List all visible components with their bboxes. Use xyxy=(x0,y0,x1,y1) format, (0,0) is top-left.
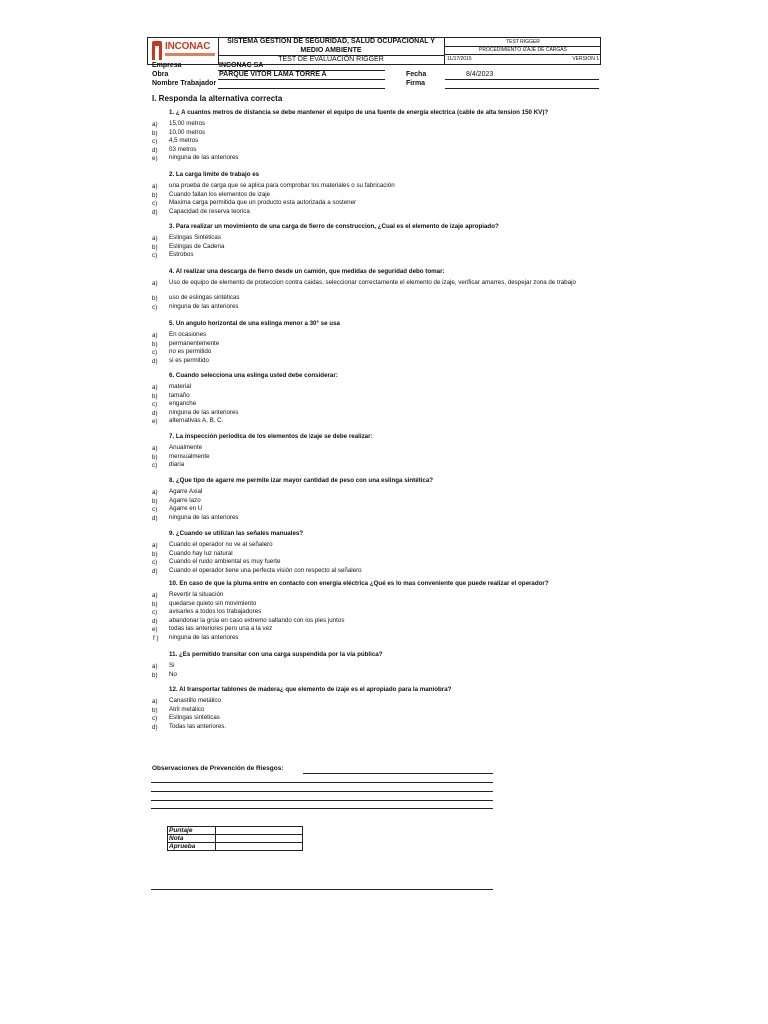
score-row-puntaje xyxy=(168,827,303,835)
option-letter: d) xyxy=(152,514,158,522)
option-letter: c) xyxy=(152,349,158,357)
question-9-option[interactable]: Cuando el operador no ve al señalero xyxy=(169,541,273,548)
puntaje-value[interactable] xyxy=(216,827,303,835)
question-9: 9. ¿Cuando se utilizan las señales manuales? xyxy=(169,530,304,537)
option-letter: a) xyxy=(152,663,158,670)
option-letter: d) xyxy=(152,617,158,625)
option-letter: c) xyxy=(152,200,158,208)
question-7-option[interactable]: diaria xyxy=(169,461,185,469)
logo-tagline-bar xyxy=(165,53,215,56)
question-11-option[interactable]: No xyxy=(169,670,177,678)
question-3: 3. Para realizar un movimiento de una carga de fierro de construccion, ¿Cual es el elemento de izaje apropiado? xyxy=(169,223,499,230)
question-6-option[interactable]: tamaño xyxy=(169,391,190,399)
empresa-label: Empresa xyxy=(152,62,182,69)
option-letter: e) xyxy=(152,626,158,634)
question-6-option[interactable]: material xyxy=(169,383,192,390)
option-letter: a) xyxy=(152,698,158,705)
puntaje-label: Puntaje xyxy=(168,827,216,835)
option-letter: a) xyxy=(152,183,158,190)
header-doc-info xyxy=(444,38,601,64)
option-letter: b) xyxy=(152,600,158,608)
question-6-option[interactable]: ninguna de las anteriores xyxy=(169,408,239,416)
logo-icon xyxy=(152,41,162,60)
option-letter: d) xyxy=(152,208,158,216)
option-letter: c) xyxy=(152,715,158,723)
question-1-option[interactable]: 03 metros xyxy=(169,145,197,153)
option-letter: c) xyxy=(152,609,158,617)
question-10-option[interactable]: todas las anteriores pero una a la vez xyxy=(169,625,273,633)
question-4: 4. Al realizar una descarga de fierro desde un camión, que medidas de seguridad debo tomar: xyxy=(169,268,445,275)
option-letter: a) xyxy=(152,542,158,549)
question-3-option[interactable]: Eslingas de Cadena xyxy=(169,242,225,250)
option-letter: b) xyxy=(152,191,158,199)
option-letter: b) xyxy=(152,295,158,302)
score-table xyxy=(167,826,303,851)
signature-line[interactable] xyxy=(151,889,493,890)
system-title: SISTEMA GESTION DE SEGURIDAD, SALUD OCUPACIONAL Y MEDIO AMBIENTE xyxy=(227,38,435,54)
aprueba-label: Aprueba xyxy=(168,843,216,851)
question-7-option[interactable]: mensualmente xyxy=(169,452,210,460)
option-letter: d) xyxy=(152,146,158,154)
option-letter: c) xyxy=(152,138,158,146)
question-5-option[interactable]: si es permitido xyxy=(169,356,209,364)
option-letter: a) xyxy=(152,592,158,599)
option-letter: d) xyxy=(152,357,158,365)
observaciones-line-5[interactable] xyxy=(151,808,493,809)
firma-label: Firma xyxy=(406,80,426,87)
obra-underline xyxy=(218,79,385,80)
question-4-option[interactable]: ninguna de las anteriores xyxy=(169,302,239,310)
option-letter: b) xyxy=(152,129,158,137)
question-11: 11. ¿Es permitido transitar con una carga suspendida por la vía pública? xyxy=(169,651,383,658)
option-letter: a) xyxy=(152,235,158,242)
observaciones-line-4[interactable] xyxy=(151,800,493,801)
option-letter: a) xyxy=(152,121,158,128)
doc-code: TEST RIGGER xyxy=(445,38,601,47)
obra-value: PARQUE VITOR LAMA TORRE A xyxy=(219,71,327,78)
score-row-aprueba xyxy=(168,843,303,851)
option-letter: b) xyxy=(152,453,158,461)
question-9-option[interactable]: Cuando el ruido ambiental es muy fuerte xyxy=(169,558,281,566)
question-12-option[interactable]: Atril metálico xyxy=(169,705,205,713)
question-10-option[interactable]: quedarse quieto sin movimiento xyxy=(169,599,257,607)
option-letter: d) xyxy=(152,723,158,731)
question-10-option[interactable]: ninguna de las anteriores xyxy=(169,634,239,641)
nota-value[interactable] xyxy=(216,835,303,843)
option-letter: f ) xyxy=(153,635,159,642)
trabajador-field[interactable] xyxy=(218,88,385,89)
observaciones-line-1[interactable] xyxy=(303,773,493,774)
question-4-option[interactable]: Uso de equipo de elemento de proteccion contra caidas, seleccionar correctamente el elemento de izaje, verificar amarres, despejar zona de trabajo xyxy=(169,279,576,286)
question-1-option[interactable]: 15,00 metros xyxy=(169,120,206,127)
question-2: 2. La carga limite de trabajo es xyxy=(169,171,260,178)
header-title-cell xyxy=(218,38,444,64)
question-10-option[interactable]: Revertir la situación xyxy=(169,591,224,598)
fecha-underline xyxy=(445,79,599,80)
option-letter: a) xyxy=(152,384,158,391)
firma-field[interactable] xyxy=(445,88,599,89)
doc-version: VERSION 1 xyxy=(572,56,599,62)
question-1-option[interactable]: 4,5 metros xyxy=(169,137,199,145)
question-1-option[interactable]: 10,00 metros xyxy=(169,128,206,136)
option-letter: c) xyxy=(152,559,158,567)
question-3-option[interactable]: Estrobos xyxy=(169,251,194,259)
option-letter: d) xyxy=(152,567,158,575)
logo-text: INCONAC xyxy=(165,41,211,52)
option-letter: a) xyxy=(152,489,158,496)
question-8-option[interactable]: Agarre Axial xyxy=(169,488,203,495)
question-3-option[interactable]: Eslingas Sintéticas xyxy=(169,234,221,241)
observaciones-line-3[interactable] xyxy=(151,791,493,792)
obra-label: Obra xyxy=(152,71,169,78)
question-12-option[interactable]: Todas las anteriores. xyxy=(169,722,227,730)
question-11-option[interactable]: Si xyxy=(169,662,175,669)
question-6-option[interactable]: enganche xyxy=(169,400,197,408)
question-2-option[interactable]: una prueba de carga que se aplica para comprobar los materiales o su fabricación xyxy=(169,182,395,189)
option-letter: a) xyxy=(152,445,158,452)
nota-label: Nota xyxy=(168,835,216,843)
document-header xyxy=(147,37,601,65)
option-letter: b) xyxy=(152,706,158,714)
test-title: TEST DE EVALUACIÓN RIGGER xyxy=(218,55,444,65)
question-5-option[interactable]: permanentemente xyxy=(169,339,220,347)
question-12-option[interactable]: Canastillo metálico xyxy=(169,697,221,704)
question-10: 10. En caso de que la pluma entre en contacto con energía eléctrica ¿Qué es lo mas conveniente que puede realizar el operador? xyxy=(169,580,549,587)
option-letter: a) xyxy=(152,332,158,339)
question-7-option[interactable]: Anualmente xyxy=(169,444,203,451)
question-2-option[interactable]: Cuando fallan los elementos de izaje xyxy=(169,190,271,198)
question-8-option[interactable]: ninguna de las anteriores xyxy=(169,513,239,521)
option-letter: b) xyxy=(152,671,158,679)
question-6: 6. Cuando selecciona una eslinga usted debe considerar: xyxy=(169,372,338,379)
question-9-option[interactable]: Cuando hay luz natural xyxy=(169,549,233,557)
observaciones-line-2[interactable] xyxy=(151,782,493,783)
option-letter: c) xyxy=(152,401,158,409)
doc-date-version-row xyxy=(445,55,601,63)
question-9-option[interactable]: Cuando el operador tiene una perfecta visión con respecto al señalero xyxy=(169,566,362,574)
question-6-option[interactable]: alternativas A, B, C. xyxy=(169,417,224,425)
question-12-option[interactable]: Eslingas sintéticas xyxy=(169,714,220,722)
option-letter: c) xyxy=(152,252,158,260)
aprueba-value[interactable] xyxy=(216,843,303,851)
option-letter: b) xyxy=(152,340,158,348)
question-1-option[interactable]: ninguna de las anteriores xyxy=(169,154,239,162)
question-8-option[interactable]: Agarre lazo xyxy=(169,496,201,504)
question-8-option[interactable]: Agarre en U xyxy=(169,505,203,513)
option-letter: b) xyxy=(152,550,158,558)
question-1: 1. ¿ A cuantos metros de distancia se debe mantener el equipo de una fuente de energía electrica (cable de alta tension 150 KV)? xyxy=(169,109,549,116)
option-letter: b) xyxy=(152,497,158,505)
doc-date: 11/17/2015 xyxy=(447,56,472,62)
option-letter: d) xyxy=(152,409,158,417)
option-letter: a) xyxy=(152,280,158,287)
option-letter: e) xyxy=(152,155,158,163)
question-5-option[interactable]: no es permitido xyxy=(169,348,212,356)
question-12: 12. Al transportar tablones de madera¿ que elemento de izaje es el apropiado para la maniobra? xyxy=(169,686,452,693)
question-2-option[interactable]: Maxima carga permitida que un producto esta autorizada a sostener xyxy=(169,199,357,207)
question-2-option[interactable]: Capacidad de reserva teorica xyxy=(169,207,250,215)
question-8: 8. ¿Que tipo de agarre me permite izar mayor cantidad de peso con una eslinga sintética? xyxy=(169,477,434,484)
question-5-option[interactable]: En ocasiones xyxy=(169,331,207,338)
observaciones-label: Observaciones de Prevención de Riesgos: xyxy=(152,765,284,772)
option-letter: c) xyxy=(152,303,158,311)
doc-procedure: PROCEDIMIENTO IZAJE DE CARGAS xyxy=(445,46,601,55)
trabajador-label: Nombre Trabajador xyxy=(152,80,217,87)
question-4-option[interactable]: uso de eslingas sintéticas xyxy=(169,294,240,301)
empresa-value: INCONAC SA xyxy=(219,62,264,69)
option-letter: b) xyxy=(152,392,158,400)
question-10-option[interactable]: avisarles a todos los trabajadores xyxy=(169,608,262,616)
question-5: 5. Un angulo horizontal de una eslinga menor a 30° se usa xyxy=(169,320,340,327)
fecha-value: 8/4/2023 xyxy=(466,71,494,78)
option-letter: b) xyxy=(152,243,158,251)
section-title: I. Responda la alternativa correcta xyxy=(152,94,283,103)
option-letter: c) xyxy=(152,462,158,470)
company-logo xyxy=(148,38,219,64)
fecha-label: Fecha xyxy=(406,71,427,78)
question-10-option[interactable]: abandonar la grúa en caso extremo saltando con los pies juntos xyxy=(169,616,345,624)
score-row-nota xyxy=(168,835,303,843)
question-7: 7. La inspección periodica de los elementos de izaje se debe realizar: xyxy=(169,433,373,440)
option-letter: e) xyxy=(152,418,158,426)
option-letter: c) xyxy=(152,506,158,514)
